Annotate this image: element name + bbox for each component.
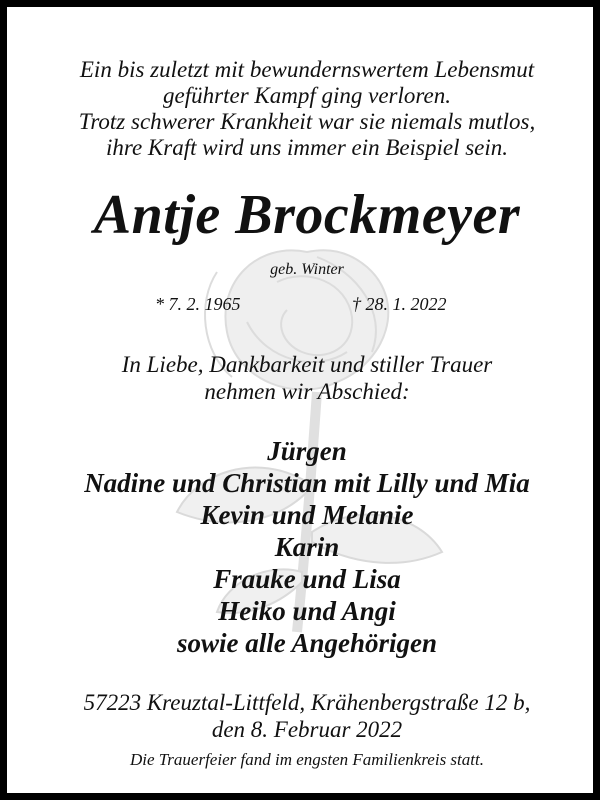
mourner-5: Frauke und Lisa — [213, 564, 401, 594]
address-line-2: den 8. Februar 2022 — [211, 717, 403, 742]
mourner-4: Karin — [274, 532, 340, 562]
intro-line-2: geführter Kampf ging verloren. — [163, 83, 451, 108]
mourner-2: Nadine und Christian mit Lilly und Mia — [84, 468, 530, 498]
birth-date: * 7. 2. 1965 — [155, 294, 241, 314]
mourner-3: Kevin und Melanie — [200, 500, 414, 530]
mourner-6: Heiko und Angi — [218, 596, 396, 626]
funeral-note: Die Trauerfeier fand im engsten Familienkreis statt. — [130, 750, 484, 769]
mourner-7: sowie alle Angehörigen — [176, 628, 438, 658]
address-line-1: 57223 Kreuztal-Littfeld, Krähenbergstraße 12 b, — [83, 690, 531, 715]
farewell-line-2: nehmen wir Abschied: — [204, 379, 410, 404]
intro-line-3: Trotz schwerer Krankheit war sie niemals mutlos, — [78, 109, 536, 134]
deceased-name: Antje Brockmeyer — [93, 184, 521, 246]
farewell-line-1: In Liebe, Dankbarkeit und stiller Trauer — [121, 352, 493, 377]
intro-line-4: ihre Kraft wird uns immer ein Beispiel sein. — [105, 135, 509, 160]
mourner-1: Jürgen — [267, 436, 347, 466]
death-date: † 28. 1. 2022 — [352, 294, 447, 314]
intro-line-1: Ein bis zuletzt mit bewundernswertem Lebensmut — [79, 57, 535, 82]
birth-name: geb. Winter — [270, 261, 344, 278]
